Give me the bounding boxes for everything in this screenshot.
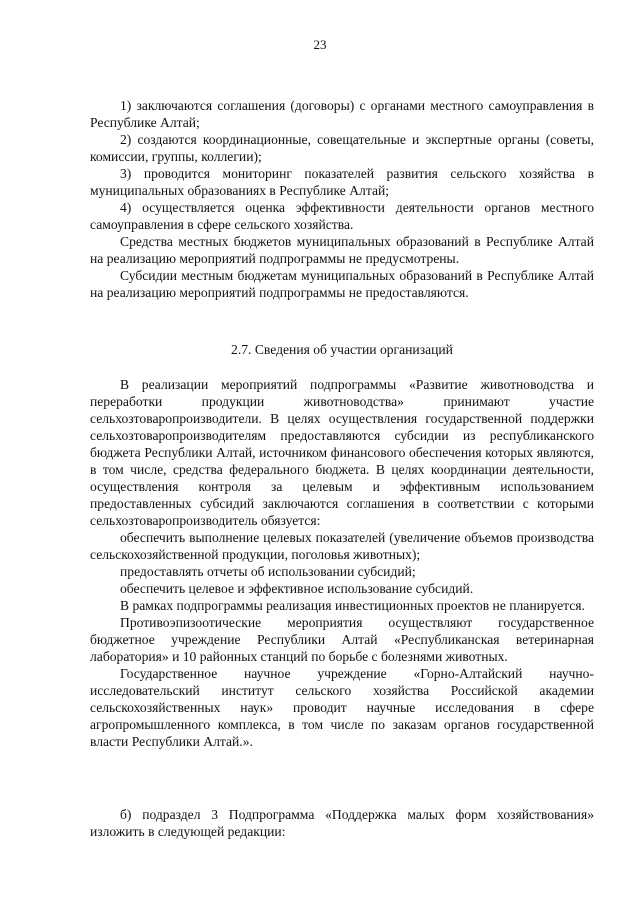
- paragraph: В реализации мероприятий подпрограммы «Развитие животноводства и переработки продукции животноводства» принимают участие сельхозтоваропроизводители. В целях осуществления государственной поддержки сельхозтоваропроизводителям предоставляются субсидии из республиканского бюджета Республики Алтай, источником финансового обеспечения которых являются, в том числе, средства федерального бюджета. В целях координации деятельности, осуществления контроля за целевым и эффективным использованием предоставленных субсидий заключаются соглашения в соответствии с которыми сельхозтоваропроизводитель обязуется:: [90, 377, 594, 528]
- list-item: 3) проводится мониторинг показателей развития сельского хозяйства в муниципальных образованиях в Республике Алтай;: [90, 166, 594, 198]
- paragraph: обеспечить выполнение целевых показателей (увеличение объемов производства сельскохозяйственной продукции, поголовья животных);: [90, 530, 594, 562]
- section-heading-block: [90, 341, 594, 358]
- paragraph-amendment: б) подраздел 3 Подпрограмма «Поддержка малых форм хозяйствования» изложить в следующей редакции:: [90, 807, 594, 839]
- paragraph: В рамках подпрограммы реализация инвестиционных проектов не планируется.: [120, 598, 585, 613]
- list-item: 2) создаются координационные, совещательные и экспертные органы (советы, комиссии, группы, коллегии);: [90, 132, 594, 164]
- organizations-section: [90, 376, 594, 750]
- section-heading: 2.7. Сведения об участии организаций: [231, 342, 453, 357]
- paragraph: Противоэпизоотические мероприятия осуществляют государственное бюджетное учреждение Республики Алтай «Республиканская ветеринарная лаборатория» и 10 районных станций по борьбе с болезнями животных.: [90, 615, 594, 664]
- paragraph: предоставлять отчеты об использовании субсидий;: [120, 564, 416, 579]
- paragraph-subsidies: Субсидии местным бюджетам муниципальных образований в Республике Алтай на реализацию мероприятий подпрограммы не предоставляются.: [90, 268, 594, 300]
- paragraph: Государственное научное учреждение «Горно-Алтайский научно-исследовательский институт сельского хозяйства Российской академии сельскохозяйственных наук» проводит научные исследования в сфере агропромышленного комплекса, в том числе по заказам органов государственной власти Республики Алтай.».: [90, 666, 594, 749]
- paragraph-local-budgets: Средства местных бюджетов муниципальных образований в Республике Алтай на реализацию мероприятий подпрограммы не предусмотрены.: [90, 234, 594, 266]
- list-item: 1) заключаются соглашения (договоры) с органами местного самоуправления в Республике Алтай;: [90, 98, 594, 130]
- measures-list-section: [90, 97, 594, 301]
- list-item: 4) осуществляется оценка эффективности деятельности органов местного самоуправления в сфере сельского хозяйства.: [90, 200, 594, 232]
- subsection-amendment: [90, 806, 594, 840]
- page-number: 23: [313, 37, 327, 52]
- paragraph: обеспечить целевое и эффективное использование субсидий.: [120, 581, 474, 596]
